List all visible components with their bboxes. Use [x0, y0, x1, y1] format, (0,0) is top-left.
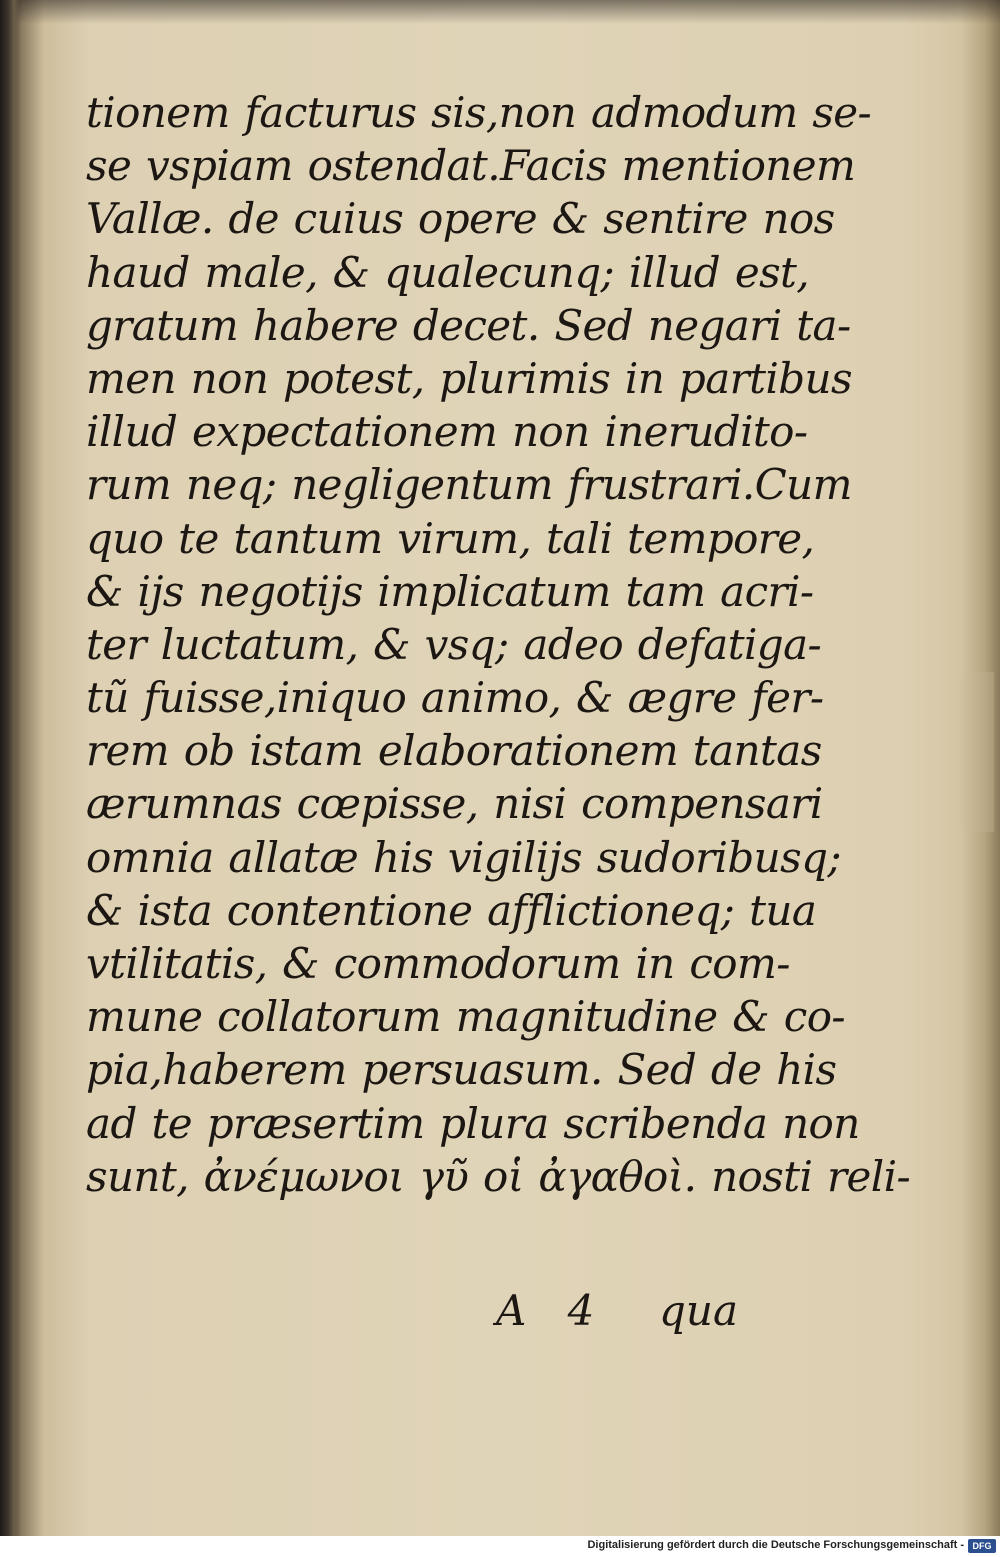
text-line: omnia allatæ his vigilijs sudoribusq; — [86, 832, 841, 882]
text-line: & ista contentione afflictioneq; tua — [86, 885, 817, 935]
text-line: men non potest, plurimis in partibus — [86, 353, 852, 403]
dfg-logo: DFG — [968, 1539, 996, 1553]
text-line: gratum habere decet. Sed negari ta- — [86, 300, 851, 350]
text-line: tũ fuisse,iniquo animo, & ægre fer- — [86, 673, 824, 723]
text-line: Vallæ. de cuius opere & sentire nos — [86, 194, 835, 244]
binding-gutter — [0, 0, 20, 1536]
text-line: illud expectationem non inerudito- — [86, 407, 808, 457]
text-line: haud male, & qualecunq; illud est, — [86, 247, 810, 297]
text-line: ad te præsertim plura scribenda non — [86, 1098, 860, 1148]
text-line: rem ob istam elaborationem tantas — [86, 726, 822, 776]
page-edge-shadow — [960, 672, 994, 832]
text-line: sunt, ἀνέμωνοι γῦ οἱ ἀγαθοὶ. nosti reli- — [86, 1151, 911, 1201]
text-line: pia,haberem persuasum. Sed de his — [86, 1045, 837, 1095]
text-line: vtilitatis, & commodorum in com- — [86, 939, 790, 988]
text-line: ter luctatum, & vsq; adeo defatiga- — [86, 619, 822, 669]
text-line: mune collatorum magnitudine & co- — [86, 992, 845, 1042]
text-line: tionem facturus sis,non admodum se- — [86, 88, 872, 137]
digitization-footer — [0, 1536, 1000, 1557]
text-line: quo te tantum virum, tali tempore, — [86, 513, 815, 563]
funding-credit: Digitalisierung gefördert durch die Deutsche Forschungsgemeinschaft - — [587, 1539, 964, 1551]
catchword: qua — [659, 1286, 738, 1335]
body-text — [86, 86, 911, 1203]
signature-mark: A 4 — [496, 1286, 609, 1335]
text-line: rum neq; negligentum frustrari.Cum — [86, 460, 852, 510]
page-foot-row — [86, 1286, 746, 1346]
text-line: & ijs negotijs implicatum tam acri- — [86, 566, 814, 616]
text-line: ærumnas cœpisse, nisi compensari — [86, 779, 823, 829]
text-line: se vspiam ostendat.Facis mentionem — [86, 141, 856, 191]
